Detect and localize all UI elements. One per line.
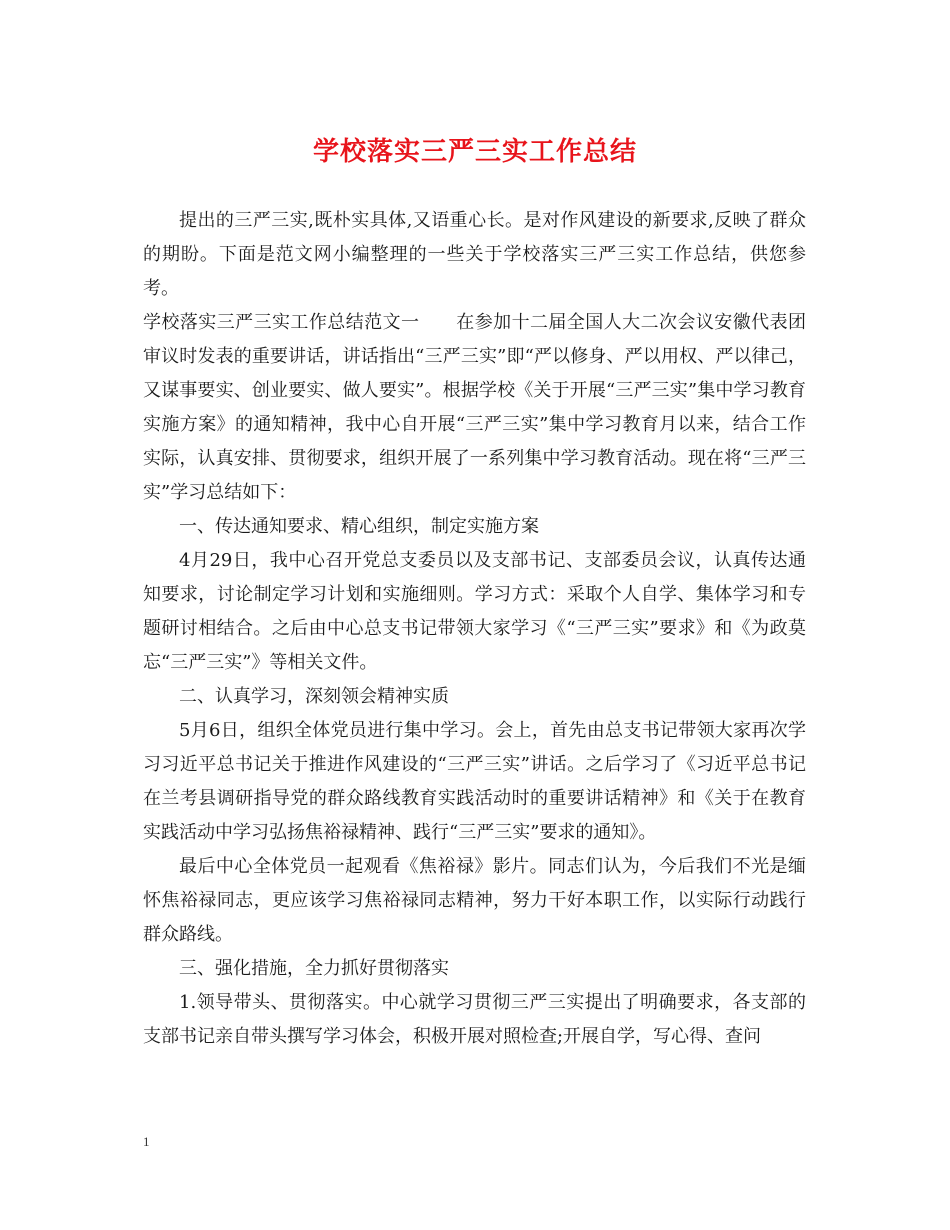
- paragraph-sample-one: 学校落实三严三实工作总结范文一 在参加十二届全国人大二次会议安徽代表团审议时发表的重要讲话，讲话指出“三严三实”即“严以修身、严以用权、严以律己，又谋事要实、创业要实、做人要实”。根据学校《关于开展“三严三实”集中学习教育实施方案》的通知精神，我中心自开展“三严三实”集中学习教育月以来，结合工作实际，认真安排、贯彻要求，组织开展了一系列集中学习教育活动。现在将“三严三实”学习总结如下：: [143, 312, 806, 503]
- paragraph-film: 最后中心全体党员一起观看《焦裕禄》影片。同志们认为，今后我们不光是缅怀焦裕禄同志，更应该学习焦裕禄同志精神，努力干好本职工作，以实际行动践行群众路线。: [143, 856, 806, 945]
- document-title: 学校落实三严三实工作总结: [312, 137, 637, 167]
- document-body: [143, 204, 806, 1054]
- paragraph-may-study: 5月6日，组织全体党员进行集中学习。会上，首先由总支书记带领大家再次学习习近平总书记关于推进作风建设的“三严三实”讲话。之后学习了《习近平总书记在兰考县调研指导党的群众路线教育实践活动时的重要讲话精神》和《关于在教育实践活动中学习弘扬焦裕禄精神、践行“三严三实”要求的通知》。: [143, 720, 806, 843]
- paragraph-leadership: 1.领导带头、贯彻落实。中心就学习贯彻三严三实提出了明确要求，各支部的支部书记亲自带头撰写学习体会，积极开展对照检查;开展自学，写心得、查问: [143, 992, 806, 1047]
- paragraph-april-meeting: 4月29日，我中心召开党总支委员以及支部书记、支部委员会议，认真传达通知要求，讨论制定学习计划和实施细则。学习方式：采取个人自学、集体学习和专题研讨相结合。之后由中心总支书记带领大家学习《“三严三实”要求》和《为政莫忘“三严三实”》等相关文件。: [143, 550, 806, 673]
- page-number: 1: [143, 1134, 150, 1149]
- section-heading-two: 二、认真学习，深刻领会精神实质: [179, 686, 449, 707]
- section-heading-one: 一、传达通知要求、精心组织，制定实施方案: [179, 516, 539, 537]
- paragraph-intro: 提出的三严三实,既朴实具体,又语重心长。是对作风建设的新要求,反映了群众的期盼。下面是范文网小编整理的一些关于学校落实三严三实工作总结，供您参考。: [143, 210, 806, 299]
- section-heading-three: 三、强化措施，全力抓好贯彻落实: [179, 958, 449, 979]
